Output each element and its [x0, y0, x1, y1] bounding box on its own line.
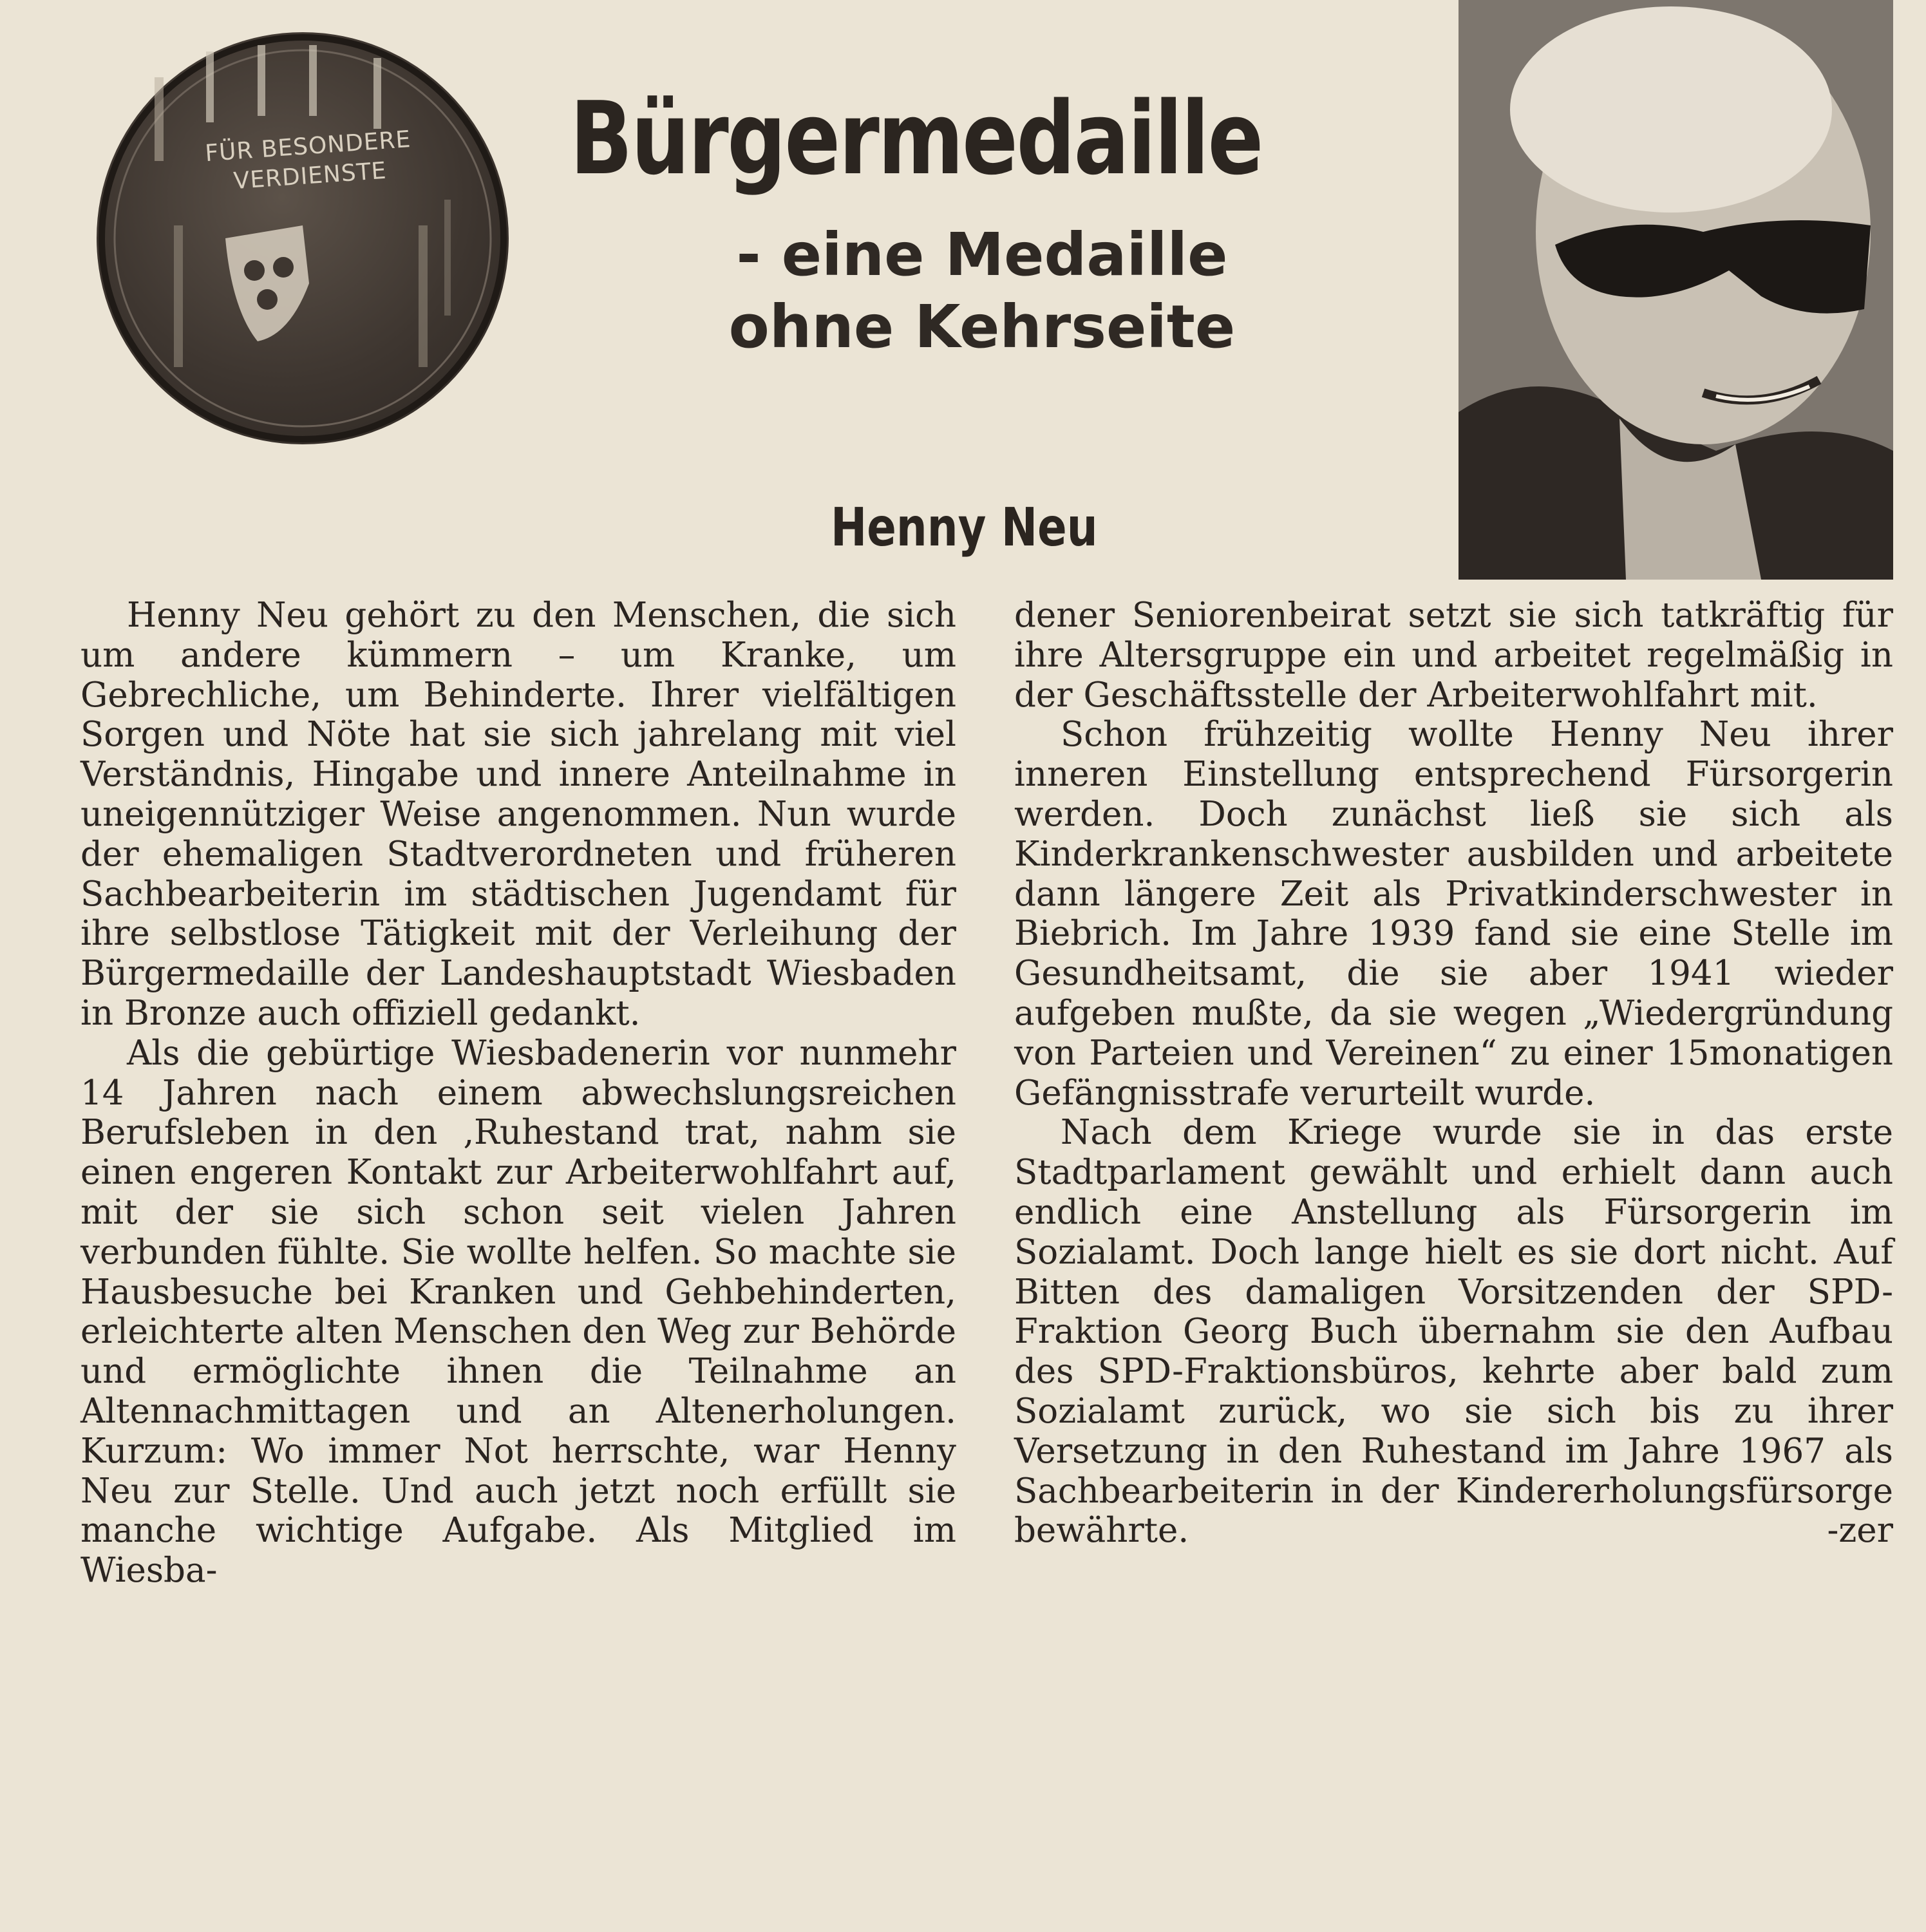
subheadline	[644, 219, 1320, 363]
article-paragraph: Schon frühzeitig wollte Henny Neu ihrer inneren Einstellung entsprechend Fürsorgerin werden. Doch zunächst ließ sie sich als Kinderkrankenschwester ausbilden und arbeitete dann längere Zeit als Privatkinderschwester in Biebrich. Im Jahre 1939 fand sie eine Stelle im Gesundheitsamt, die sie aber 1941 wieder aufgeben mußte, da sie wegen „Wiedergründung von Parteien und Vereinen“ zu einer 15monatigen Gefängnisstrafe verurteilt wurde.	[1014, 715, 1893, 1113]
coat-of-arms-icon	[225, 225, 309, 341]
author-signature: -zer	[1827, 1511, 1893, 1551]
byline: Henny Neu	[831, 497, 1098, 558]
article-paragraph: dener Seniorenbeirat setzt sie sich tatkräftig für ihre Altersgruppe ein und arbeitet regelmäßig in der Geschäftsstelle der Arbeiterwohlfahrt mit.	[1014, 596, 1893, 715]
portrait-photo	[1459, 0, 1893, 580]
article-column-left	[80, 596, 956, 1591]
headline: Bürgermedaille	[570, 80, 1262, 197]
article-paragraph: Henny Neu gehört zu den Menschen, die sich um andere kümmern – um Kranke, um Gebrechliche, um Behinderte. Ihrer vielfältigen Sorgen und Nöte hat sie sich jahrelang mit viel Verständnis, Hingabe und innere Anteilnahme in uneigennütziger Weise angenommen. Nun wurde der ehemaligen Stadtverordneten und früheren Sachbearbeiterin im städtischen Jugendamt für ihre selbstlose Tätigkeit mit der Verleihung der Bürgermedaille der Landeshauptstadt Wiesbaden in Bronze auch offiziell gedankt.	[80, 596, 956, 1033]
article-column-right	[1014, 596, 1893, 1551]
portrait-figure	[1459, 0, 1893, 580]
article-paragraph: Als die gebürtige Wiesbadenerin vor nunmehr 14 Jahren nach einem abwechslungsreichen Berufsleben in den ‚Ruhestand trat, nahm sie einen engeren Kontakt zur Arbeiterwohlfahrt auf, mit der sie sich schon seit vielen Jahren verbunden fühlte. Sie wollte helfen. So machte sie Hausbesuche bei Kranken und Gehbehinderten, erleichterte alten Menschen den Weg zur Behörde und ermöglichte ihnen die Teilnahme an Altennachmittagen und an Altenerholungen. Kurzum: Wo immer Not herrschte, war Henny Neu zur Stelle. Und auch jetzt noch erfüllt sie manche wichtige Aufgabe. Als Mitglied im Wiesba-	[80, 1033, 956, 1591]
medal-image	[97, 32, 509, 444]
medal-inscription-line2: VERDIENSTE	[232, 157, 388, 195]
medal-relief	[97, 32, 509, 444]
article-paragraph: Nach dem Kriege wurde sie in das erste Stadtparlament gewählt und erhielt dann auch endlich eine Anstellung als Fürsorgerin im Sozialamt. Doch lange hielt es sie dort nicht. Auf Bitten des damaligen Vorsitzenden der SPD-Fraktion Georg Buch übernahm sie den Aufbau des SPD-Fraktionsbüros, kehrte aber bald zum Sozialamt zurück, wo sie sich bis zu ihrer Versetzung in den Ruhestand im Jahre 1967 als Sachbearbeiterin in der Kindererholungsfürsorge bewährte.	[1014, 1113, 1893, 1551]
subheadline-line2: ohne Kehrseite	[728, 292, 1236, 361]
subheadline-line1: - eine Medaille	[736, 220, 1228, 289]
medal-inscription-line1: FÜR BESONDERE	[204, 126, 412, 167]
